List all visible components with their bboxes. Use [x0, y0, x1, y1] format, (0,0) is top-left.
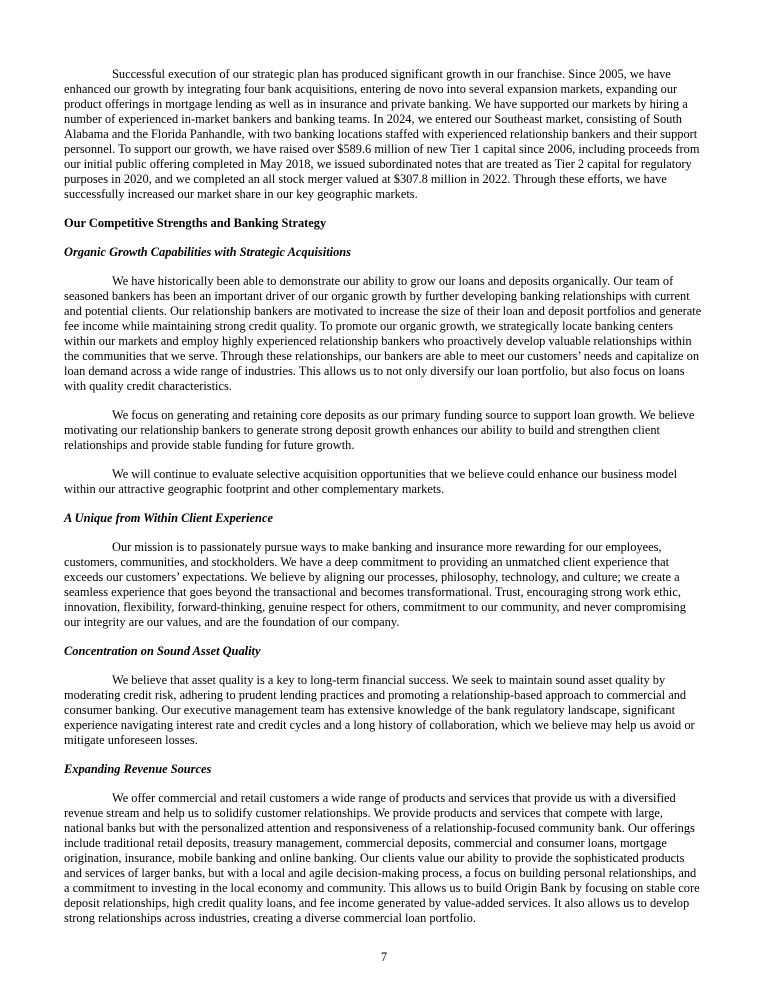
section-heading-organic-growth: Organic Growth Capabilities with Strategic Acquisitions	[64, 245, 351, 259]
revenue-sources-paragraph-1: We offer commercial and retail customers a wide range of products and services that provide us with a diversified revenue stream and help us to solidify customer relationships. We provide products and services that compete with large, national banks but with the personalized attention and responsiveness of a relationship-focused community bank. Our offerings include traditional retail deposits, treasury management, commercial deposits, commercial and consumer loans, mortgage origination, insurance, mobile banking and online banking. Our clients value our ability to provide the sophisticated products and services of larger banks, but with a local and agile decision-making process, a focus on building personal relationships, and a commitment to investing in the local economy and community. This allows us to build Origin Bank by focusing on stable core deposit relationships, high credit quality loans, and fee income generated by value-added services. It also allows us to develop strong relationships across industries, creating a diverse commercial loan portfolio.	[64, 791, 700, 925]
main-heading-competitive-strengths: Our Competitive Strengths and Banking Strategy	[64, 216, 327, 230]
section-heading-asset-quality: Concentration on Sound Asset Quality	[64, 644, 261, 658]
intro-paragraph: Successful execution of our strategic plan has produced significant growth in our franchise. Since 2005, we have enhanced our growth by integrating four bank acquisitions, entering de novo into several expansion markets, expanding our product offerings in mortgage lending as well as in insurance and private banking. We have supported our markets by hiring a number of experienced in-market bankers and banking teams. In 2024, we entered our Southeast market, consisting of South Alabama and the Florida Panhandle, with two banking locations staffed with experienced relationship bankers and their support personnel. To support our growth, we have raised over $589.6 million of new Tier 1 capital since 2006, including proceeds from our initial public offering completed in May 2018, we issued subordinated notes that are treated as Tier 2 capital for regulatory purposes in 2020, and we completed an all stock merger valued at $307.8 million in 2022. Through these efforts, we have successfully increased our market share in our key geographic markets.	[64, 67, 700, 201]
asset-quality-paragraph-1: We believe that asset quality is a key to long-term financial success. We seek to maintain sound asset quality by moderating credit risk, adhering to prudent lending practices and promoting a relationship-based approach to commercial and consumer banking. Our executive management team has extensive knowledge of the bank regulatory landscape, significant experience navigating interest rate and credit cycles and a long history of collaboration, which we believe may help us avoid or mitigate unforeseen losses.	[64, 673, 695, 747]
page-number: 7	[380, 950, 388, 964]
client-experience-paragraph-1: Our mission is to passionately pursue ways to make banking and insurance more rewarding for our employees, customers, communities, and stockholders. We have a deep commitment to providing an unmatched client experience that exceeds our customers’ expectations. We believe by aligning our processes, philosophy, technology, and culture; we create a seamless experience that goes beyond the transactional and becomes transformational. Trust, encouraging strong work ethic, innovation, flexibility, forward-thinking, genuine respect for others, commitment to our community, and never compromising our integrity are our values, and are the foundation of our company.	[64, 540, 686, 629]
organic-growth-paragraph-2: We focus on generating and retaining core deposits as our primary funding source to support loan growth. We believe motivating our relationship bankers to generate strong deposit growth enhances our ability to build and strengthen client relationships and provide stable funding for future growth.	[64, 408, 695, 452]
section-heading-revenue-sources: Expanding Revenue Sources	[64, 762, 212, 776]
organic-growth-paragraph-3: We will continue to evaluate selective acquisition opportunities that we believe could enhance our business model within our attractive geographic footprint and other complementary markets.	[64, 467, 678, 496]
section-heading-client-experience: A Unique from Within Client Experience	[64, 511, 273, 525]
organic-growth-paragraph-1: We have historically been able to demonstrate our ability to grow our loans and deposits organically. Our team of seasoned bankers has been an important driver of our organic growth by further developing banking relationships with current and potential clients. Our relationship bankers are motivated to increase the size of their loan and deposit portfolios and generate fee income while maintaining strong credit quality. To promote our organic growth, we strategically locate banking centers within our markets and employ highly experienced relationship bankers who proactively develop valuable relationships within the communities that we serve. Through these relationships, our bankers are able to meet our customers’ needs and capitalize on loan demand across a wide range of industries. This allows us to not only diversify our loan portfolio, but also focus on loans with quality credit characteristics.	[64, 274, 702, 393]
